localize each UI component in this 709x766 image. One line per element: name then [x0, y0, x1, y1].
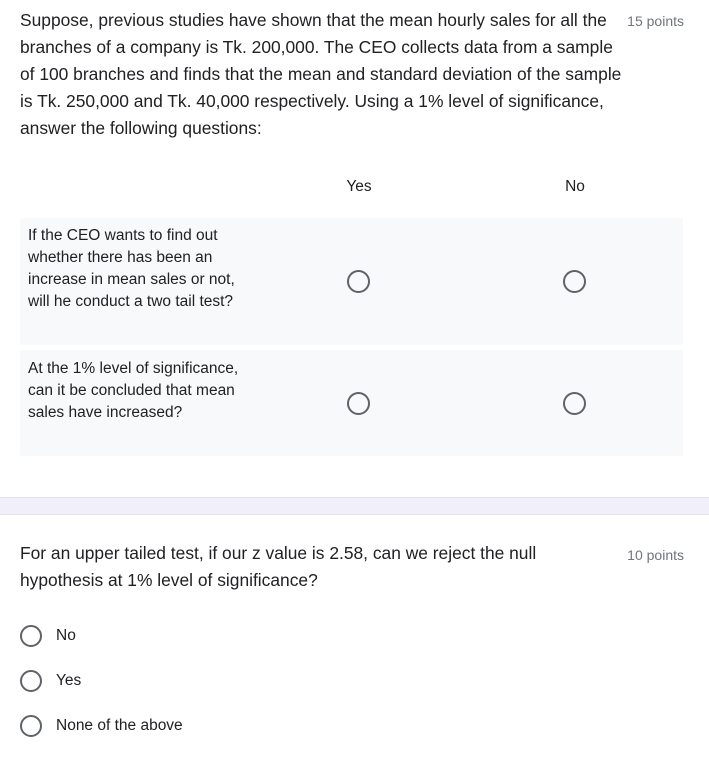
- grid-row: [20, 218, 683, 345]
- radio-option-yes[interactable]: [20, 670, 42, 692]
- grid-row-label: If the CEO wants to find out whether there has been an increase in mean sales or not, will he conduct a two tail test?: [28, 227, 235, 310]
- radio-row2-yes[interactable]: [347, 392, 370, 415]
- radio-row1-yes[interactable]: [347, 270, 370, 293]
- column-header-no: No: [565, 178, 585, 195]
- radio-option-no[interactable]: [20, 625, 42, 647]
- grid-row-label: At the 1% level of significance, can it be concluded that mean sales have increased?: [28, 360, 239, 421]
- radio-row2-no[interactable]: [563, 392, 586, 415]
- option-label: None of the above: [56, 717, 183, 734]
- question-1-points: 15 points: [627, 13, 684, 29]
- question-1-text: Suppose, previous studies have shown that the mean hourly sales for all the branches of a company is Tk. 200,000. The CEO collects data from a sample of 100 branches and finds that the mean and standard deviation of the sample is Tk. 250,000 and Tk. 40,000 respectively. Using a 1% level of significance, answer the following questions:: [20, 10, 622, 138]
- option-label: No: [56, 627, 76, 644]
- radio-row1-no[interactable]: [563, 270, 586, 293]
- option-label: Yes: [56, 672, 82, 689]
- grid-row: [20, 350, 683, 456]
- question-2-text: For an upper tailed test, if our z value is 2.58, can we reject the null hypothesis at 1% level of significance?: [20, 543, 537, 590]
- option-no[interactable]: [20, 624, 320, 648]
- radio-option-none[interactable]: [20, 715, 42, 737]
- option-none-of-the-above[interactable]: [20, 714, 320, 738]
- option-yes[interactable]: [20, 669, 320, 693]
- question-2-points: 10 points: [627, 547, 684, 563]
- section-divider: [0, 497, 709, 515]
- column-header-yes: Yes: [346, 178, 372, 195]
